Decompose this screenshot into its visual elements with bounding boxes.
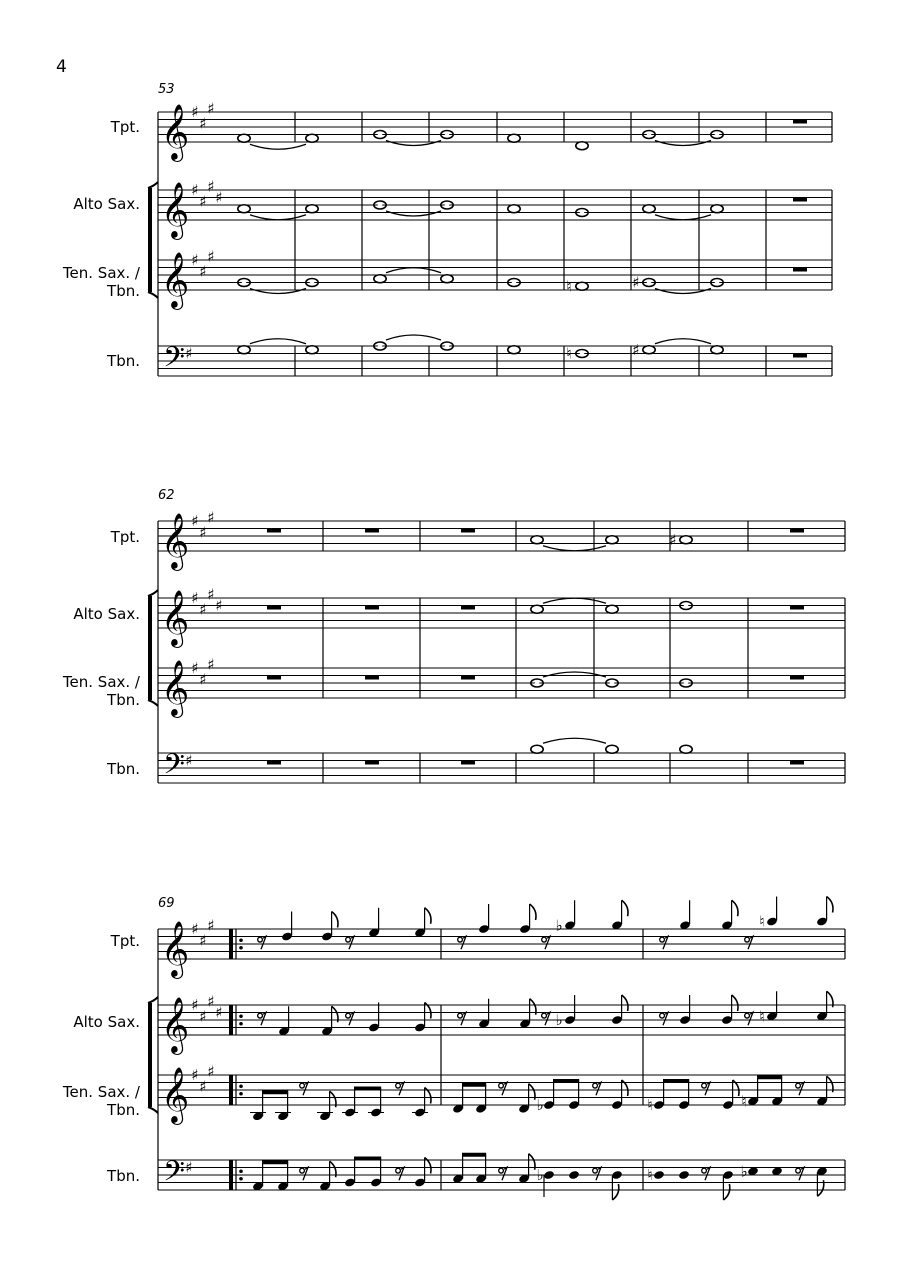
- tie: [655, 289, 711, 294]
- flag: [622, 900, 628, 916]
- eighth-rest: [745, 936, 753, 949]
- whole-rest: [790, 529, 804, 533]
- whole-note-hole: [714, 347, 721, 353]
- sharp-icon: ♯: [199, 192, 207, 211]
- eighth-rest: [593, 1167, 601, 1180]
- whole-rest: [790, 606, 804, 610]
- eighth-rest: [300, 1082, 308, 1095]
- whole-rest: [793, 198, 807, 202]
- bass-clef-icon: 𝄢: [163, 1155, 185, 1195]
- whole-rest: [365, 676, 379, 680]
- tie: [655, 339, 711, 344]
- eighth-rest: [258, 1012, 266, 1025]
- note-head: [678, 1170, 690, 1180]
- sharp-icon: ♯: [215, 596, 223, 615]
- tie: [250, 144, 306, 149]
- repeat-dot: [239, 1177, 243, 1181]
- sharp-icon: ♯: [632, 340, 640, 359]
- tie: [655, 141, 711, 146]
- eighth-rest: [499, 1167, 507, 1180]
- whole-rest: [267, 761, 281, 765]
- repeat-dot: [239, 938, 243, 942]
- instrument-label-trombone: Tbn.: [107, 760, 140, 778]
- measure-number: 69: [158, 896, 175, 911]
- treble-clef-icon: 𝄞: [160, 921, 190, 977]
- whole-note-hole: [579, 143, 586, 149]
- whole-rest: [461, 761, 475, 765]
- whole-note-hole: [534, 537, 541, 543]
- whole-rest: [461, 606, 475, 610]
- sharp-icon: ♯: [207, 916, 215, 935]
- tie: [250, 215, 306, 220]
- sharp-icon: ♯: [191, 103, 199, 121]
- whole-note-hole: [241, 135, 248, 141]
- whole-note-hole: [683, 746, 690, 752]
- instrument-label-alto-sax: Alto Sax.: [73, 1013, 140, 1031]
- treble-clef-icon: 𝄞: [160, 104, 190, 160]
- eighth-rest: [660, 936, 668, 949]
- whole-note-hole: [511, 206, 518, 212]
- sharp-icon: ♯: [207, 99, 215, 118]
- eighth-rest: [660, 1012, 668, 1025]
- eighth-rest: [796, 1167, 804, 1180]
- treble-clef-icon: 𝄞: [160, 1067, 190, 1123]
- eighth-rest: [702, 1167, 710, 1180]
- whole-rest: [365, 529, 379, 533]
- bass-clef-icon: 𝄢: [163, 748, 185, 788]
- flat-icon: ♭: [740, 1162, 748, 1181]
- treble-clef-icon: 𝄞: [160, 182, 190, 238]
- flag: [732, 900, 738, 916]
- whole-rest: [461, 676, 475, 680]
- sharp-icon: ♯: [215, 1003, 223, 1022]
- instrument-label-alto-sax: Alto Sax.: [73, 605, 140, 623]
- bracket-bottom: [148, 1107, 158, 1113]
- natural-icon: ♮: [647, 1166, 653, 1184]
- whole-note-hole: [534, 606, 541, 612]
- whole-note-hole: [511, 135, 518, 141]
- sharp-icon: ♯: [199, 523, 207, 542]
- whole-rest: [793, 120, 807, 124]
- instrument-label-tenor-sax: Ten. Sax. / Tbn.: [62, 264, 140, 300]
- treble-clef-icon: 𝄞: [160, 252, 190, 308]
- whole-note-hole: [511, 347, 518, 353]
- tie: [543, 672, 606, 677]
- bracket-top: [148, 997, 158, 1003]
- whole-note-hole: [377, 276, 384, 282]
- tie: [386, 268, 441, 273]
- tie: [655, 215, 711, 220]
- eighth-rest: [458, 936, 466, 949]
- flat-icon: ♭: [536, 1166, 544, 1184]
- sharp-icon: ♯: [207, 247, 215, 266]
- whole-rest: [790, 761, 804, 765]
- whole-note-hole: [309, 206, 316, 212]
- sharp-icon: ♯: [191, 512, 199, 530]
- natural-icon: ♮: [759, 912, 765, 931]
- sharp-icon: ♯: [191, 589, 199, 607]
- sharp-icon: ♯: [199, 600, 207, 619]
- whole-note-hole: [609, 746, 616, 752]
- sharp-icon: ♯: [632, 273, 640, 292]
- natural-icon: ♮: [647, 1096, 653, 1114]
- flag: [723, 1184, 729, 1200]
- eighth-rest: [458, 1012, 466, 1025]
- whole-note-hole: [609, 537, 616, 543]
- flag: [612, 1184, 618, 1200]
- sharp-icon: ♯: [669, 530, 677, 549]
- whole-note-hole: [309, 347, 316, 353]
- flag: [530, 904, 536, 920]
- sharp-icon: ♯: [191, 659, 199, 677]
- flag: [425, 908, 431, 924]
- instrument-label-trombone: Tbn.: [107, 1167, 140, 1185]
- instrument-label-trumpet: Tpt.: [110, 118, 140, 136]
- whole-rest: [461, 529, 475, 533]
- whole-note-hole: [579, 283, 586, 289]
- whole-note-hole: [241, 206, 248, 212]
- flat-icon: ♭: [536, 1096, 544, 1114]
- measure-number: 62: [158, 488, 175, 503]
- bracket-bottom: [148, 292, 158, 298]
- tie: [386, 335, 441, 340]
- whole-rest: [267, 529, 281, 533]
- treble-clef-icon: 𝄞: [160, 997, 190, 1053]
- flag: [827, 897, 833, 913]
- sharp-icon: ♯: [191, 996, 199, 1014]
- bass-clef-icon: 𝄢: [163, 341, 185, 381]
- whole-rest: [793, 354, 807, 358]
- repeat-dot: [239, 1014, 243, 1018]
- tie: [386, 141, 441, 146]
- sharp-icon: ♯: [191, 1066, 199, 1084]
- eighth-rest: [396, 1167, 404, 1180]
- sharp-icon: ♯: [191, 920, 199, 938]
- repeat-dot: [239, 1169, 243, 1173]
- eighth-rest: [499, 1082, 507, 1095]
- eighth-rest: [796, 1082, 804, 1095]
- instrument-label-tenor-sax: Ten. Sax. / Tbn.: [62, 673, 140, 709]
- instrument-label-alto-sax: Alto Sax.: [73, 195, 140, 213]
- sharp-icon: ♯: [207, 1062, 215, 1081]
- sharp-icon: ♯: [207, 508, 215, 527]
- sharp-icon: ♯: [207, 655, 215, 674]
- whole-rest: [267, 676, 281, 680]
- whole-note-hole: [714, 206, 721, 212]
- note-head: [543, 1170, 555, 1180]
- bracket-top: [148, 182, 158, 188]
- instrument-label-trombone: Tbn.: [107, 352, 140, 370]
- sharp-icon: ♯: [185, 1158, 193, 1177]
- sharp-icon: ♯: [185, 344, 193, 363]
- whole-rest: [365, 606, 379, 610]
- sharp-icon: ♯: [207, 585, 215, 604]
- natural-icon: ♮: [741, 1092, 747, 1111]
- measure-number: 53: [158, 82, 175, 97]
- bracket-bottom: [148, 700, 158, 706]
- eighth-rest: [542, 936, 550, 949]
- tie: [543, 546, 606, 551]
- sharp-icon: ♯: [199, 1077, 207, 1096]
- whole-note-hole: [646, 206, 653, 212]
- sharp-icon: ♯: [207, 177, 215, 196]
- whole-note-hole: [683, 537, 690, 543]
- note-head: [568, 1170, 580, 1180]
- page-number: 4: [56, 57, 67, 77]
- flat-icon: ♭: [555, 1011, 563, 1029]
- instrument-label-trumpet: Tpt.: [110, 528, 140, 546]
- repeat-dot: [239, 1084, 243, 1088]
- eighth-rest: [258, 936, 266, 949]
- eighth-rest: [300, 1167, 308, 1180]
- tie: [250, 339, 306, 344]
- eighth-rest: [346, 1012, 354, 1025]
- whole-rest: [793, 268, 807, 272]
- whole-rest: [267, 606, 281, 610]
- sharp-icon: ♯: [199, 262, 207, 281]
- eighth-rest: [346, 936, 354, 949]
- whole-note-hole: [534, 746, 541, 752]
- whole-note-hole: [646, 347, 653, 353]
- eighth-rest: [702, 1082, 710, 1095]
- whole-rest: [365, 761, 379, 765]
- tie: [386, 211, 441, 216]
- natural-icon: ♮: [566, 344, 572, 363]
- score-root: [148, 99, 845, 1200]
- sharp-icon: ♯: [199, 1007, 207, 1026]
- sharp-icon: ♯: [215, 188, 223, 207]
- treble-clef-icon: 𝄞: [160, 660, 190, 716]
- whole-note-hole: [444, 276, 451, 282]
- repeat-dot: [239, 1022, 243, 1026]
- instrument-label-tenor-sax: Ten. Sax. / Tbn.: [62, 1083, 140, 1119]
- natural-icon: ♮: [759, 1007, 765, 1026]
- instrument-label-trumpet: Tpt.: [110, 932, 140, 950]
- flag: [622, 995, 628, 1011]
- sharp-icon: ♯: [199, 931, 207, 950]
- repeat-dot: [239, 946, 243, 950]
- whole-note-hole: [609, 606, 616, 612]
- eighth-rest: [593, 1082, 601, 1095]
- sharp-icon: ♯: [191, 181, 199, 199]
- tie: [543, 738, 606, 743]
- sharp-icon: ♯: [199, 670, 207, 689]
- whole-rest: [790, 676, 804, 680]
- sharp-icon: ♯: [185, 751, 193, 770]
- treble-clef-icon: 𝄞: [160, 590, 190, 646]
- flag: [332, 912, 338, 928]
- eighth-rest: [396, 1082, 404, 1095]
- natural-icon: ♮: [566, 277, 572, 296]
- flag: [732, 995, 738, 1011]
- flat-icon: ♭: [555, 916, 563, 935]
- treble-clef-icon: 𝄞: [160, 513, 190, 569]
- eighth-rest: [745, 1012, 753, 1025]
- note-head: [653, 1170, 665, 1180]
- repeat-dot: [239, 1092, 243, 1096]
- whole-note-hole: [309, 135, 316, 141]
- sharp-icon: ♯: [207, 992, 215, 1011]
- whole-note-hole: [241, 347, 248, 353]
- tie: [250, 289, 306, 294]
- tie: [543, 598, 606, 603]
- sharp-icon: ♯: [191, 251, 199, 269]
- eighth-rest: [542, 1012, 550, 1025]
- sharp-icon: ♯: [199, 114, 207, 133]
- bracket-top: [148, 590, 158, 596]
